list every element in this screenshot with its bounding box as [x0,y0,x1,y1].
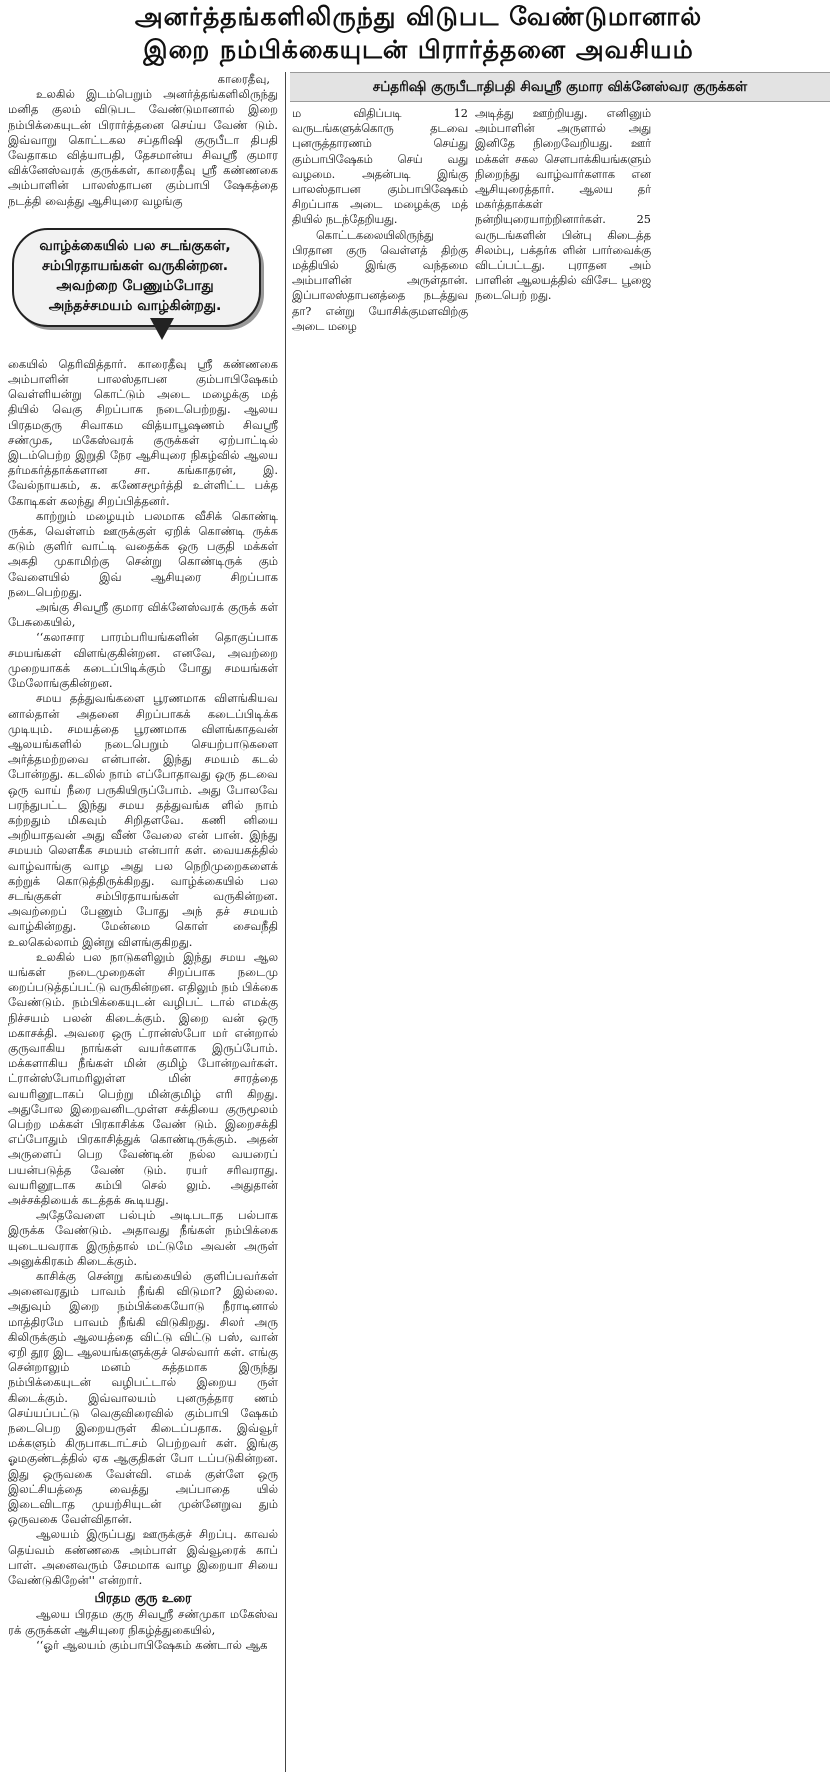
paragraph: காற்றும் மழையும் பலமாக வீசிக் கொண்டி ருக்க, வெள்ளம் ஊருக்குள் ஏறிக் கொண்டி ருக்க கடும் குளிர் வாட்டி வதைக்க ஒரு பகுதி மக்கள் அகதி முகாமிற்கு சென்று கொண்டிருக் கும் வேளையில் இவ் ஆசியுரை சிறப்பாக நடைபெற்றது. [8,508,278,599]
paragraph: அதேவேளை பல்பும் அடிபடாத பல்பாக இருக்க வேண்டும். அதாவது நீங்கள் நம்பிக்கை யுடையவராக இருந்தால் மட்டுமே அவன் அருள் அனுக்கிரகம் கிடைக்கும். [8,1208,278,1268]
pullquote [16,236,254,316]
subheading: பிரதம குரு உரை [94,1590,192,1606]
byline: சப்தரிஷி குருபீடாதிபதி சிவஸ்ரீ குமார விக்னேஸ்வர குருக்கள் [290,72,830,102]
article-column-left [8,72,278,1772]
pullquote-line: சம்பிரதாயங்கள் வருகின்றன. [41,258,229,274]
paragraph: ‘‘ஓர் ஆலயம் கும்பாபிஷேகம் கண்டால் ஆக [36,1637,268,1652]
article-column [475,106,651,303]
pullquote-line: வாழ்க்கையில் பல சடங்குகள், [39,238,231,254]
paragraph: அடித்து ஊற்றியது. எனினும் அம்பாளின் அருளால் அது இனிதே நிறைவேறியது. ஊர் மக்கள் சகல சௌபாக்கியங்களும் நிறைந்து வாழ்வார்களாக என ஆசியுரைத்தார். ஆலய தர் மகர்த்தாக்கள் நன்றியுரையாற்றினார்கள். 25 வருடங்களின் பின்பு கிடைத்த சிலம்பு, பக்தர்க ளின் பார்வைக்கு விடப்பட்டது. புராதன அம் பாளின் ஆலயத்தில் விசேட பூஜை நடைபெற் றது. [475,107,651,303]
paragraph: ஆலய பிரதம குரு சிவஸ்ரீ சண்முகா மகேஸ்வ ரக் குருக்கள் ஆசியுரை நிகழ்த்துகையில், [8,1607,278,1637]
headline [0,0,837,70]
pullquote-line: அவற்றை பேணும்போது [56,278,214,294]
paragraph: ‘‘கலாசார பாரம்பரியங்களின் தொகுப்பாக சமயங்கள் விளங்குகின்றன. எனவே, அவற்றை முறையாகக் கடைப்பிடிக்கும் போது சமயங்கள் மேலோங்குகின்றன. [8,630,278,691]
paragraph: காசிக்கு சென்று கங்கையில் குளிப்பவர்கள் அனைவரதும் பாவம் நீங்கி விடுமா? இல்லை. அதுவும் இறை நம்பிக்கையோடு நீராடினால் மாத்திரமே பாவம் நீங்கி விடுகிறது. சிலர் அரு கிலிருக்கும் ஆலயத்தை விட்டு விட்டு பஸ், வான் ஏறி தூர இட ஆலயங்களுக்குச் செல்வார் கள். எங்கு சென்றாலும் மனம் சுத்தமாக இருந்து நம்பிக்கையுடன் வழிபட்டால் இறைய ருள் கிடைக்கும். இவ்வாலயம் புனருத்தார ணம் செய்யப்பட்டு வெகுவிரைவில் கும்பாபி ஷேகம் நடைபெற இறையருள் கிடைப்பதாக. இவ்வூர் மக்களும் கிருபாகடாட்சம் பெற்றவர் கள். இங்கு ஓமகுண்டத்தில் ஏக ஆகுதிகள் போ டப்படுகின்றன. இது ஒருவகை வேள்வி. எமக் குள்ளே ஒரு இலட்சியத்தை வைத்து அப்பாதை யில் இடைவிடாத முயற்சியுடன் முன்னேறுவ தும் ஒருவகை வேள்விதான். [8,1269,278,1527]
column-divider [285,72,286,1772]
paragraph: ஆலயம் இருப்பது ஊருக்குச் சிறப்பு. காவல் தெய்வம் கண்ணகை அம்பாள் இவ்வூரைக் காப் பாள். அனைவரும் சேமமாக வாழ இறையா சியை வேண்டுகிறேன்'' என்றார். [8,1527,278,1588]
paragraph: உலகில் இடம்பெறும் அனர்த்தங்களிலிருந்து மனித குலம் விடுபட வேண்டுமானால் இறை நம்பிக்கையுடன் பிரார்த்தனை செய்ய வேண் டும். இவ்வாறு கொட்டகல சப்தரிஷி குருபீடா திபதி வேதாகம வித்யாபதி, தேசமான்ய சிவஸ்ரீ குமார விக்னேஸ்வரக் குருக்கள், காரைதீவு ஸ்ரீ கண்ணகை அம்பாளின் பாலஸ்தாபன கும்பாபி ஷேகத்தை நடத்தி வைத்து ஆசியுரை வழங்கு [8,87,278,208]
paragraph: கொட்டகலையிலிருந்து பிரதான குரு வெள்ளத் திற்கு மத்தியில் இங்கு வந்தமை அம்பாளின் அருள்தான். இப்பாலஸ்தாபனத்தை நடத்துவ தா? என்று யோசிக்குமளவிற்கு அடை மழை [292,228,468,333]
headline-line-1: அனர்த்தங்களிலிருந்து விடுபட வேண்டுமானால் [134,2,703,31]
paragraph: கையில் தெரிவித்தார். காரைதீவு ஸ்ரீ கண்ணகை அம்பாளின் பாலஸ்தாபன கும்பாபிஷேகம் வெள்ளியன்று கொட்டும் அடை மழைக்கு மத் தியில் வெகு சிறப்பாக நடைபெற்றது. ஆலய பிரதமகுரு சிவாகம வித்யாபூஷணம் சிவஸ்ரீ சண்முக, மகேஸ்வரக் குருக்கள் ஏற்பாட்டில் இடம்பெற்ற இறுதி நேர ஆசியுரை நிகழ்வில் ஆலய தர்மகர்த்தாக்களான சா. கங்காதரன், இ. வேல்நாயகம், க. கணேசமூர்த்தி உள்ளிட்ட பக்த கோடிகள் கலந்து சிறப்பித்தனர். [8,356,278,508]
paragraph: ம விதிப்படி 12 வருடங்களுக்கொரு தடவை புனருத்தாரணம் செய்து கும்பாபிஷேகம் செய் வது வழமை. அதன்படி இங்கு பாலஸ்தாபன கும்பாபிஷேகம் சிறப்பாக அடை மழைக்கு மத் தியில் நடந்தேறியது. [292,107,468,227]
paragraph: சமய தத்துவங்களை பூரணமாக விளங்கியவ னால்தான் அதனை சிறப்பாகக் கடைப்பிடிக்க முடியும். சமயத்தை பூரணமாக விளங்காதவன் ஆலயங்களில் நடைபெறும் செயற்பாடுகளை அர்த்தமற்றவை என்பான். இந்து சமயம் கடல் போன்றது. கடலில் நாம் எப்போதாவது ஒரு தடவை ஒரு வாய் நீரை பருகியிருப்போம். அது போலவே பரந்துபட்ட இந்து சமய தத்துவங்க ளில் நாம் கற்றதும் மிகவும் சிறிதளவே. கணி னியை அறியாதவன் அது வீண் வேலை என் பான். இந்து சமயம் லௌகீக சமயம் என்பார் கள். வையகத்தில் வாழ்வாங்கு வாழ அது பல நெறிமுறைகளைக் கற்றுக் கொடுத்திருக்கிறது. வாழ்க்கையில் பல சடங்குகள் சம்பிரதாயங்கள் வருகின்றன. அவற்றைப் பேணும் போது அந் தச் சமயம் வாழ்கின்றது. மேன்மை கொள் சைவநீதி உலகெல்லாம் இன்று விளங்குகிறது. [8,691,278,949]
paragraph: அங்கு சிவஸ்ரீ குமார விக்னேஸ்வரக் குருக் கள் பேசுகையில், [8,600,278,630]
dateline: காரைதீவு, [217,72,270,86]
pullquote-bubble-tail [150,318,174,340]
paragraph: உலகில் பல நாடுகளிலும் இந்து சமய ஆல யங்கள் நடைமுறைகள் சிறப்பாக நடைமு றைப்படுத்தப்பட்டு வருகின்றன. எதிலும் நம் பிக்கை வேண்டும். நம்பிக்கையுடன் வழிபட் டால் எமக்கு நிச்சயம் பலன் கிடைக்கும். இறை வன் ஒரு மகாசக்தி. அவரை ஒரு ட்ரான்ஸ்போ மர் என்றால் குருவாகிய நாங்கள் வயர்களாக இருப்போம். மக்களாகிய நீங்கள் மின் குமிழ் போன்றவர்கள். ட்ரான்ஸ்போமரிலுள்ள மின் சாரத்தை வயரினூடாகப் பெற்று மின்குமிழ் எரி கிறது. அதுபோல இறைவனிடமுள்ள சக்தியை குருமூலம் பெற்ற மக்கள் பிரகாசிக்க வேண் டும். இறைசக்தி எப்போதும் பிரகாசித்துக் கொண்டிருக்கும். அதன் அருளைப் பெற வேண்டின் நல்ல வயரைப் பயன்படுத்த வேண் டும். ரயர் சரிவராது. வயரினூடாக கம்பி செல் லும். அதுதான் அச்சக்தியைக் கடத்தக் கூடியது. [8,949,278,1207]
article-column [292,106,468,333]
pullquote-line: அந்தச்சமயம் வாழ்கின்றது. [48,298,222,314]
headline-line-2: இறை நம்பிக்கையுடன் பிரார்த்தனை அவசியம் [143,35,694,64]
